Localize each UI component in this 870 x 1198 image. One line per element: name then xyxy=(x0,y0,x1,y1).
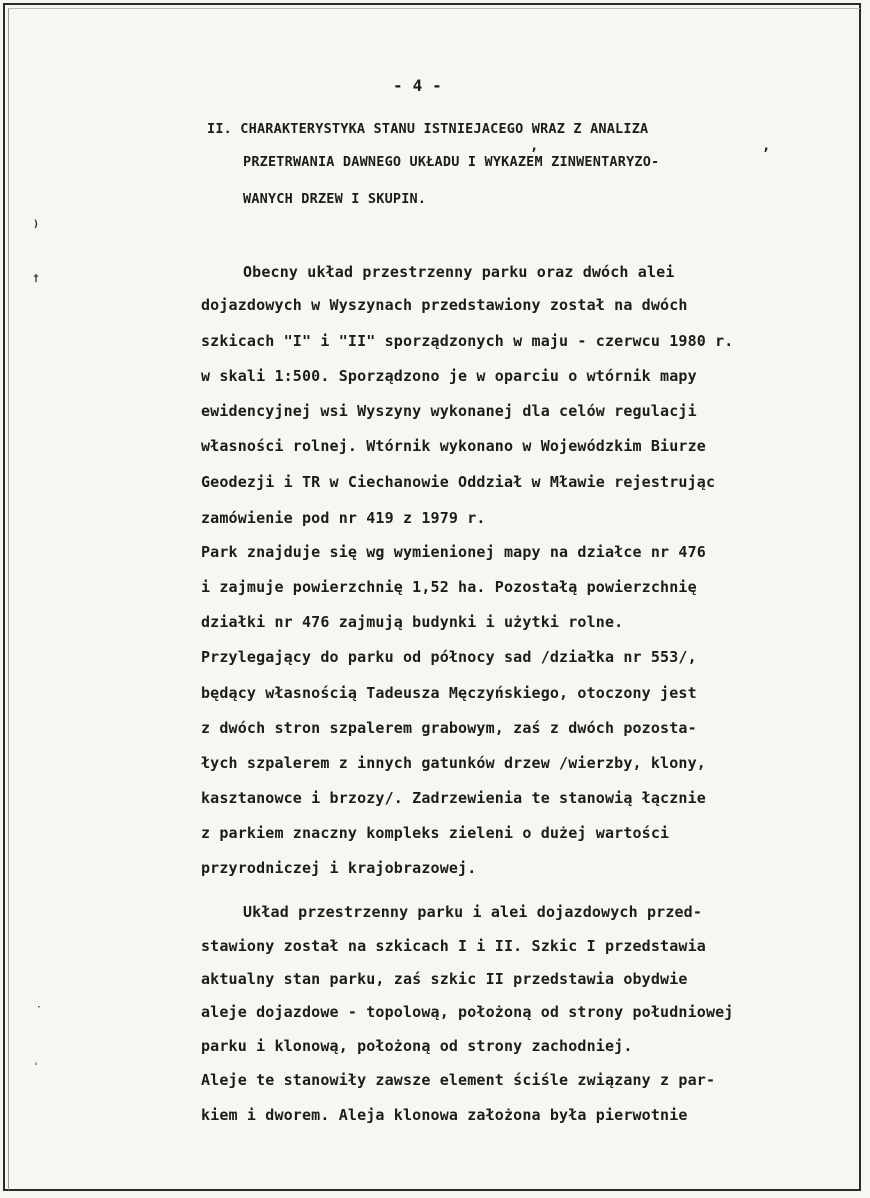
body-line: Przylegający do parku od północy sad /działka nr 553/, xyxy=(201,648,697,666)
heading-accent-mark: , xyxy=(762,138,771,154)
body-line: w skali 1:500. Sporządzono je w oparciu o wtórnik mapy xyxy=(201,367,697,385)
body-line: aleje dojazdowe - topolową, położoną od strony południowej xyxy=(201,1003,734,1021)
body-line: ewidencyjnej wsi Wyszyny wykonanej dla celów regulacji xyxy=(201,402,697,420)
body-line: parku i klonową, położoną od strony zachodniej. xyxy=(201,1037,633,1055)
heading-accent-mark: , xyxy=(530,138,539,154)
section-heading-line-3: WANYCH DRZEW I SKUPIN. xyxy=(243,191,427,207)
body-line: zamówienie pod nr 419 z 1979 r. xyxy=(201,509,486,527)
body-line: dojazdowych w Wyszynach przedstawiony został na dwóch xyxy=(201,296,688,314)
body-line: działki nr 476 zajmują budynki i użytki rolne. xyxy=(201,613,624,631)
body-line: Park znajduje się wg wymienionej mapy na działce nr 476 xyxy=(201,543,706,561)
body-line: będący własnością Tadeusza Męczyńskiego, otoczony jest xyxy=(201,684,697,702)
section-heading-line-2: PRZETRWANIA DAWNEGO UKŁADU I WYKAZEM ZINWENTARYZO- xyxy=(243,154,660,170)
margin-mark: ʿ xyxy=(33,1062,40,1073)
body-line: z dwóch stron szpalerem grabowym, zaś z dwóch pozosta- xyxy=(201,719,697,737)
body-line: łych szpalerem z innych gatunków drzew /wierzby, klony, xyxy=(201,754,706,772)
body-line: własności rolnej. Wtórnik wykonano w Wojewódzkim Biurze xyxy=(201,437,706,455)
body-line: szkicach "I" i "II" sporządzonych w maju - czerwcu 1980 r. xyxy=(201,332,734,350)
page-number: - 4 - xyxy=(393,76,442,95)
section-heading-line-1: II. CHARAKTERYSTYKA STANU ISTNIEJACEGO WRAZ Z ANALIZA xyxy=(207,121,649,137)
body-line: z parkiem znaczny kompleks zieleni o dużej wartości xyxy=(201,824,670,842)
body-line: Aleje te stanowiły zawsze element ściśle związany z par- xyxy=(201,1071,716,1089)
body-line: kasztanowce i brzozy/. Zadrzewienia te stanowią łącznie xyxy=(201,789,706,807)
body-line: przyrodniczej i krajobrazowej. xyxy=(201,859,477,877)
body-line: stawiony został na szkicach I i II. Szkic I przedstawia xyxy=(201,937,706,955)
margin-mark: ) xyxy=(33,219,40,230)
body-line: kiem i dworem. Aleja klonowa założona była pierwotnie xyxy=(201,1106,688,1124)
body-line: Geodezji i TR w Ciechanowie Oddział w Mławie rejestrując xyxy=(201,473,716,491)
body-line: Układ przestrzenny parku i alei dojazdowych przed- xyxy=(243,903,703,921)
margin-mark: ′ xyxy=(36,1005,43,1016)
body-line: Obecny układ przestrzenny parku oraz dwóch alei xyxy=(243,263,675,281)
body-line: aktualny stan parku, zaś szkic II przedstawia obydwie xyxy=(201,970,688,988)
margin-mark: † xyxy=(33,273,40,284)
body-line: i zajmuje powierzchnię 1,52 ha. Pozostałą powierzchnię xyxy=(201,578,697,596)
